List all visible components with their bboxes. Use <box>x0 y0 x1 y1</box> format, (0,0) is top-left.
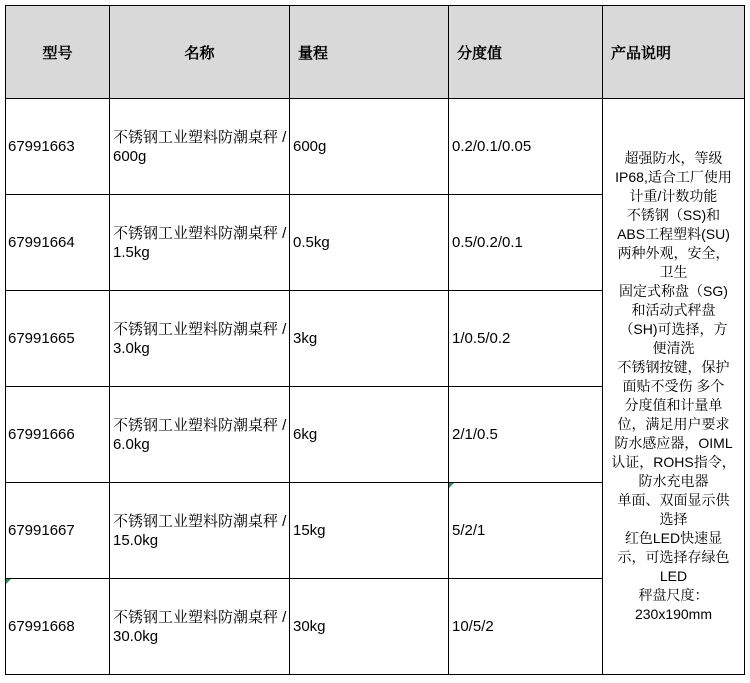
header-division: 分度值 <box>449 6 603 99</box>
capacity-cell: 30kg <box>290 579 449 675</box>
description-text <box>603 149 744 624</box>
header-name: 名称 <box>110 6 290 99</box>
model-cell: 67991663 <box>6 99 110 195</box>
capacity-cell: 3kg <box>290 291 449 387</box>
description-line: 计重/计数功能 <box>629 188 718 204</box>
name-cell: 不锈钢工业塑料防潮桌秤 / 1.5kg <box>110 195 290 291</box>
name-cell: 不锈钢工业塑料防潮桌秤 / 15.0kg <box>110 483 290 579</box>
description-line: LED <box>659 568 688 584</box>
name-cell: 不锈钢工业塑料防潮桌秤 / 600g <box>110 99 290 195</box>
capacity-cell: 15kg <box>290 483 449 579</box>
cell-marker-icon <box>6 579 11 584</box>
description-line: 超强防水，等级 <box>624 150 723 166</box>
description-line: 示，可选择存绿色 <box>617 549 730 565</box>
description-line: 分度值和计量单 <box>624 397 723 413</box>
header-description: 产品说明 <box>603 6 745 99</box>
division-cell: 5/2/1 <box>449 483 603 579</box>
description-line: 红色LED快速显 <box>624 530 723 546</box>
description-line: 不锈钢按键，保护 <box>617 359 730 375</box>
description-line: 不锈钢（SS)和 <box>626 207 721 223</box>
division-cell: 0.5/0.2/0.1 <box>449 195 603 291</box>
spec-table <box>5 5 745 675</box>
name-cell: 不锈钢工业塑料防潮桌秤 / 6.0kg <box>110 387 290 483</box>
model-cell: 67991667 <box>6 483 110 579</box>
model-cell: 67991666 <box>6 387 110 483</box>
description-line: 面贴不受伤 多个 <box>622 378 725 394</box>
cell-marker-icon <box>449 483 454 488</box>
division-cell: 1/0.5/0.2 <box>449 291 603 387</box>
description-line: 防水感应器，OIML <box>614 435 733 451</box>
description-line: 秤盘尺度： <box>638 587 709 603</box>
division-cell: 2/1/0.5 <box>449 387 603 483</box>
model-cell: 67991668 <box>6 579 110 675</box>
header-row <box>6 6 745 99</box>
description-cell <box>603 99 745 675</box>
description-line: 选择 <box>659 511 688 527</box>
header-capacity: 量程 <box>290 6 449 99</box>
capacity-cell: 600g <box>290 99 449 195</box>
name-cell: 不锈钢工业塑料防潮桌秤 / 30.0kg <box>110 579 290 675</box>
description-line: 便清洗 <box>652 340 695 356</box>
header-model: 型号 <box>6 6 110 99</box>
description-line: ABS工程塑料(SU) <box>617 226 730 242</box>
description-line: 单面、双面显示供 <box>617 492 730 508</box>
model-cell: 67991664 <box>6 195 110 291</box>
table-row <box>6 99 745 195</box>
name-cell: 不锈钢工业塑料防潮桌秤 / 3.0kg <box>110 291 290 387</box>
description-line: 和活动式秤盘 <box>631 302 716 318</box>
description-line: 位，满足用户要求 <box>617 416 730 432</box>
model-cell: 67991665 <box>6 291 110 387</box>
capacity-cell: 0.5kg <box>290 195 449 291</box>
division-cell: 0.2/0.1/0.05 <box>449 99 603 195</box>
description-line: IP68,适合工厂使用 <box>615 169 732 185</box>
description-line: 防水充电器 <box>638 473 709 489</box>
description-line: 固定式称盘（SG) <box>619 283 728 299</box>
description-line: 230x190mm <box>634 606 713 622</box>
description-line: 卫生 <box>659 264 688 280</box>
description-line: 两种外观，安全， <box>617 245 730 261</box>
description-line: （SH)可选择，方 <box>619 321 728 337</box>
division-cell: 10/5/2 <box>449 579 603 675</box>
description-line: 认证，ROHS指令， <box>611 454 736 470</box>
capacity-cell: 6kg <box>290 387 449 483</box>
